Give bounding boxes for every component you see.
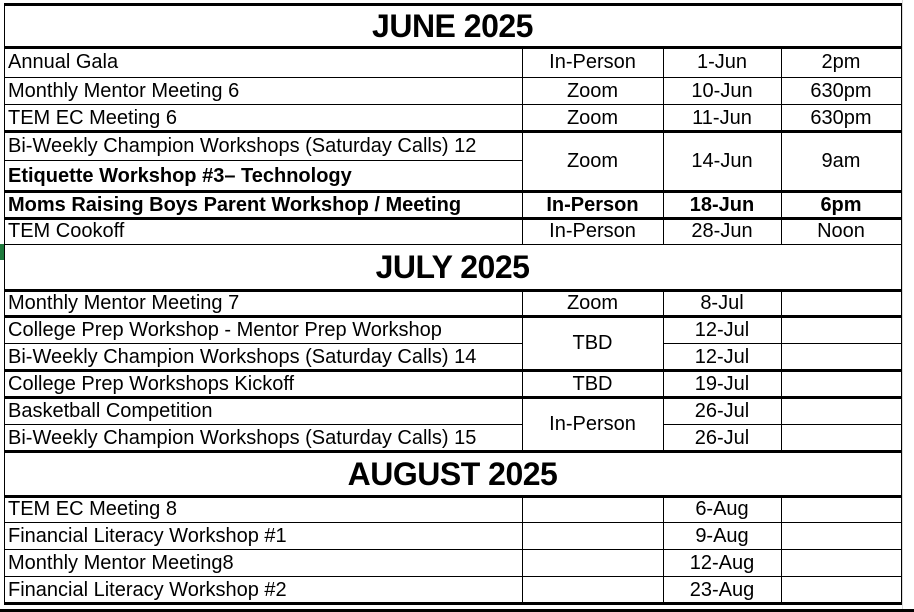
- event-time-cell[interactable]: [782, 523, 900, 548]
- event-type-cell[interactable]: Zoom: [566, 106, 619, 129]
- grid-line: [781, 315, 902, 318]
- event-name-cell[interactable]: Bi-Weekly Champion Workshops (Saturday Calls) 15: [8, 426, 477, 449]
- grid-line: [781, 77, 902, 78]
- event-date-cell[interactable]: 26-Jul: [694, 426, 750, 449]
- event-name-cell[interactable]: Bi-Weekly Champion Workshops (Saturday Calls) 14: [8, 345, 477, 368]
- event-type-cell[interactable]: [523, 550, 662, 575]
- grid-line: [781, 104, 902, 105]
- event-date-cell[interactable]: 19-Jul: [694, 372, 750, 395]
- grid-line: [4, 217, 523, 220]
- event-time-cell[interactable]: [782, 577, 900, 602]
- event-type-cell[interactable]: Zoom: [566, 150, 619, 172]
- grid-line: [522, 77, 664, 78]
- grid-line: [4, 602, 902, 605]
- event-time-cell[interactable]: 630pm: [810, 106, 872, 129]
- event-type-cell[interactable]: In-Person: [549, 220, 636, 242]
- grid-line: [4, 495, 523, 498]
- event-date-cell[interactable]: 18-Jun: [689, 193, 755, 216]
- event-type-cell[interactable]: [523, 523, 662, 548]
- grid-line: [781, 130, 902, 133]
- grid-line: [4, 369, 523, 372]
- event-name-cell[interactable]: TEM Cookoff: [8, 220, 125, 242]
- event-time-cell[interactable]: 9am: [821, 150, 861, 172]
- grid-line: [4, 77, 523, 78]
- grid-line: [522, 290, 523, 451]
- grid-line: [4, 244, 5, 290]
- grid-line: [4, 343, 523, 344]
- event-time-cell[interactable]: [782, 344, 900, 369]
- event-type-cell[interactable]: [523, 577, 662, 602]
- grid-line: [663, 77, 782, 78]
- grid-line: [663, 576, 782, 577]
- grid-line: [781, 343, 902, 344]
- grid-line: [522, 496, 523, 603]
- grid-line: [663, 46, 782, 49]
- grid-line: [4, 576, 523, 577]
- event-date-cell[interactable]: 23-Aug: [689, 578, 755, 601]
- grid-line: [781, 190, 902, 193]
- grid-line: [781, 289, 902, 292]
- grid-line: [4, 46, 523, 49]
- grid-line: [522, 522, 664, 523]
- grid-line: [522, 47, 523, 244]
- grid-line: [781, 369, 902, 372]
- event-name-cell[interactable]: TEM EC Meeting 6: [8, 106, 177, 129]
- event-time-cell[interactable]: [782, 497, 900, 521]
- grid-line: [4, 130, 523, 133]
- grid-line: [663, 217, 782, 220]
- grid-line: [781, 522, 902, 523]
- grid-line: [4, 424, 523, 425]
- event-name-cell[interactable]: Monthly Mentor Meeting8: [8, 551, 234, 574]
- event-name-cell[interactable]: Financial Literacy Workshop #1: [8, 524, 287, 547]
- grid-line: [781, 576, 902, 577]
- event-time-cell[interactable]: [782, 291, 900, 315]
- event-type-cell[interactable]: Zoom: [566, 292, 619, 314]
- grid-line: [4, 160, 523, 161]
- grid-line: [663, 289, 782, 292]
- grid-line: [781, 495, 902, 498]
- grid-line: [4, 104, 523, 105]
- event-name-cell[interactable]: Monthly Mentor Meeting 6: [8, 79, 240, 102]
- event-name-cell[interactable]: Financial Literacy Workshop #2: [8, 578, 287, 601]
- grid-line: [663, 522, 782, 523]
- grid-line: [4, 290, 5, 451]
- grid-line: [781, 396, 902, 399]
- event-date-cell[interactable]: 12-Jul: [694, 345, 750, 368]
- grid-line: [522, 576, 664, 577]
- event-name-cell[interactable]: Bi-Weekly Champion Workshops (Saturday Calls) 12: [8, 134, 477, 157]
- grid-line: [4, 289, 523, 292]
- event-type-cell[interactable]: TBD: [572, 332, 613, 354]
- grid-line: [4, 4, 5, 47]
- grid-line: [663, 315, 782, 318]
- grid-line: [4, 47, 5, 244]
- event-time-cell[interactable]: [782, 317, 900, 342]
- event-time-cell[interactable]: 6pm: [820, 193, 862, 216]
- event-name-cell[interactable]: Monthly Mentor Meeting 7: [8, 292, 240, 314]
- grid-line: [663, 47, 664, 244]
- grid-line: [663, 549, 782, 550]
- grid-line: [663, 290, 664, 451]
- grid-line: [522, 217, 664, 220]
- grid-line: [4, 190, 523, 193]
- grid-line: [522, 495, 664, 498]
- grid-line: [522, 130, 664, 133]
- grid-line: [663, 130, 782, 133]
- event-type-cell[interactable]: TBD: [572, 372, 613, 395]
- grid-line: [663, 496, 664, 603]
- grid-line: [663, 424, 782, 425]
- grid-line: [663, 495, 782, 498]
- event-date-cell[interactable]: 10-Jun: [691, 79, 753, 102]
- event-date-cell[interactable]: 12-Aug: [689, 551, 755, 574]
- event-date-cell[interactable]: 12-Jul: [694, 318, 750, 341]
- event-date-cell[interactable]: 26-Jul: [694, 399, 750, 422]
- month-heading: JULY 2025: [375, 249, 530, 285]
- month-heading: JUNE 2025: [372, 7, 533, 44]
- grid-line: [522, 190, 664, 193]
- event-date-cell[interactable]: 8-Jul: [700, 292, 744, 314]
- grid-line: [4, 451, 5, 496]
- grid-line: [781, 496, 782, 603]
- grid-line: [781, 217, 902, 220]
- grid-line: [522, 549, 664, 550]
- grid-line: [781, 549, 902, 550]
- event-date-cell[interactable]: 14-Jun: [691, 150, 753, 172]
- event-name-cell[interactable]: Etiquette Workshop #3– Technology: [8, 164, 352, 187]
- grid-line: [781, 290, 782, 451]
- event-time-cell[interactable]: [782, 371, 900, 396]
- grid-line: [4, 315, 523, 318]
- event-date-cell[interactable]: 11-Jun: [692, 106, 752, 129]
- grid-line: [4, 3, 902, 6]
- event-date-cell[interactable]: 28-Jun: [691, 220, 753, 242]
- grid-line: [781, 424, 902, 425]
- grid-line: [4, 522, 523, 523]
- grid-line: [522, 104, 664, 105]
- event-time-cell[interactable]: Noon: [817, 220, 865, 242]
- grid-line: [522, 289, 664, 292]
- event-name-cell[interactable]: College Prep Workshop - Mentor Prep Workshop: [8, 318, 442, 341]
- grid-line: [663, 369, 782, 372]
- grid-line: [522, 46, 664, 49]
- grid-line: [663, 190, 782, 193]
- event-date-cell[interactable]: 9-Aug: [695, 524, 749, 547]
- grid-line: [781, 46, 902, 49]
- grid-line: [663, 343, 782, 344]
- event-time-cell[interactable]: [782, 550, 900, 575]
- grid-line: [663, 396, 782, 399]
- event-name-cell[interactable]: Moms Raising Boys Parent Workshop / Meeting: [8, 193, 462, 216]
- grid-line: [522, 369, 664, 372]
- event-time-cell[interactable]: [782, 398, 900, 423]
- event-time-cell[interactable]: 2pm: [821, 51, 861, 73]
- event-date-cell[interactable]: 6-Aug: [695, 498, 749, 520]
- event-type-cell[interactable]: In-Person: [546, 193, 639, 216]
- event-type-cell[interactable]: [523, 497, 662, 521]
- event-time-cell[interactable]: [782, 425, 900, 450]
- grid-line: [781, 47, 782, 244]
- event-name-cell[interactable]: TEM EC Meeting 8: [8, 498, 177, 520]
- grid-line: [902, 0, 903, 612]
- grid-line: [663, 104, 782, 105]
- month-heading: AUGUST 2025: [347, 455, 558, 492]
- grid-line: [522, 396, 664, 399]
- event-type-cell[interactable]: In-Person: [549, 413, 636, 435]
- event-type-cell[interactable]: Zoom: [566, 79, 619, 102]
- grid-line: [522, 315, 664, 318]
- event-name-cell[interactable]: Basketball Competition: [8, 399, 213, 422]
- event-name-cell[interactable]: Annual Gala: [8, 51, 119, 73]
- grid-line: [4, 396, 523, 399]
- event-date-cell[interactable]: 1-Jun: [696, 51, 748, 73]
- grid-line: [4, 496, 5, 603]
- grid-line: [4, 549, 523, 550]
- event-name-cell[interactable]: College Prep Workshops Kickoff: [8, 372, 295, 395]
- event-time-cell[interactable]: 630pm: [810, 79, 872, 102]
- event-type-cell[interactable]: In-Person: [549, 51, 636, 73]
